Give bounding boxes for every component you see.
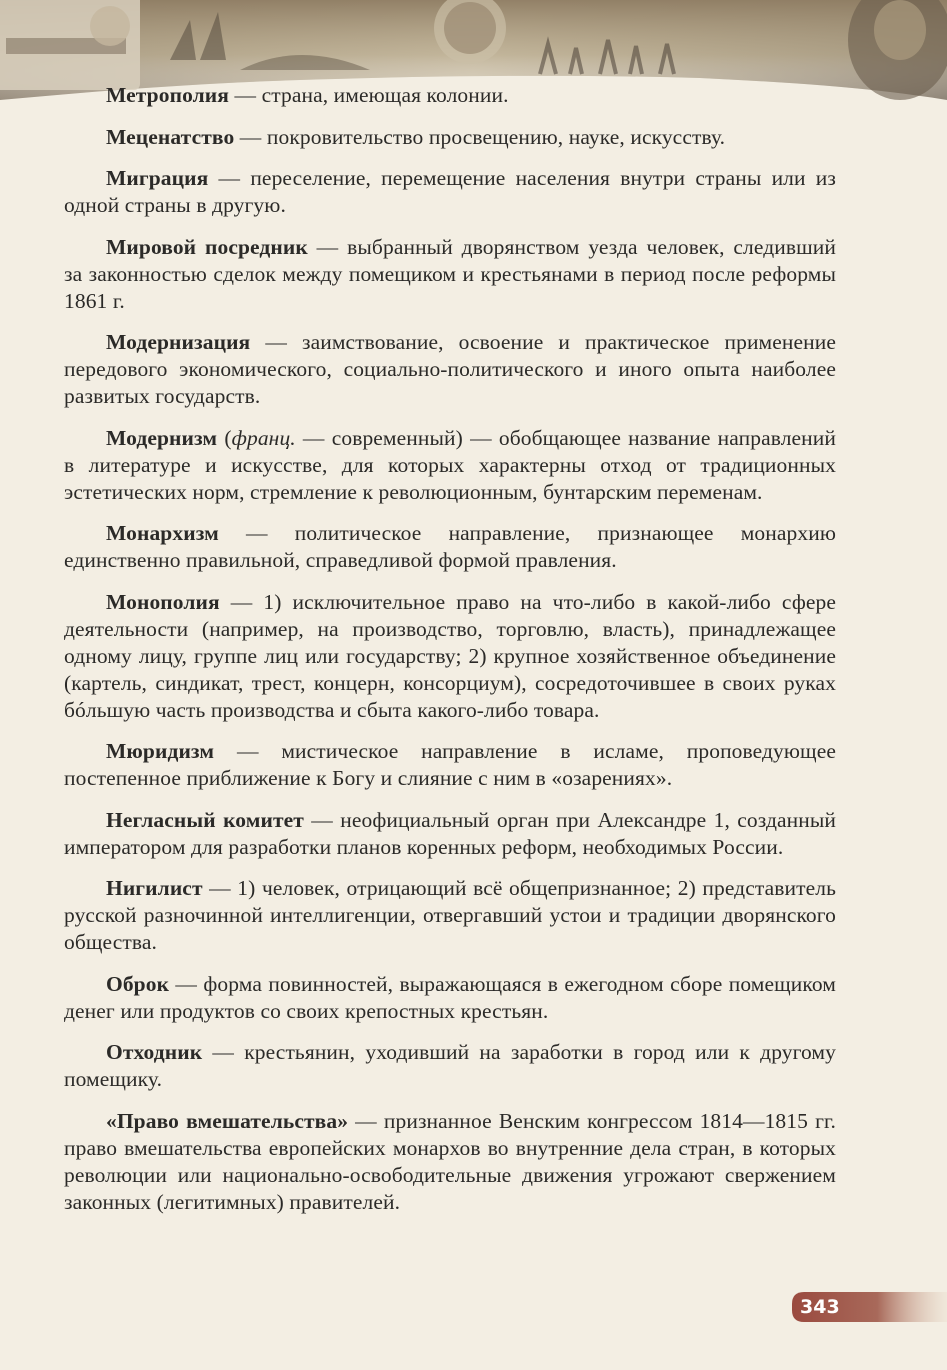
- glossary-entry: [64, 971, 836, 1025]
- glossary-definition: — неофициальный орган при Александре 1, созданный императором для разработки планов коренных реформ, необходимых России.: [64, 807, 837, 859]
- definition-prefix: (: [217, 425, 232, 450]
- glossary-definition: — признанное Венским конгрессом 1814—1815 гг. право вмешательства европейских монархов во внутренние дела стран, в которых революции или национально-освободительные движения угрожают свержением законных (легитимных) правителей.: [64, 1108, 836, 1214]
- glossary-term: «Право вмешательства»: [106, 1108, 349, 1133]
- glossary-term: Мюридизм: [106, 739, 215, 763]
- glossary-term: Оброк: [106, 971, 170, 996]
- glossary-entry: [64, 1108, 836, 1216]
- glossary-definition: — современный) — обобщающее название направлений в литературе и искусстве, для которых характерны отход от традиционных эстетических норм, стремление к революционным, бунтарским переменам.: [64, 425, 836, 504]
- glossary-definition: — страна, имеющая колонии.: [229, 83, 509, 107]
- glossary-definition: — политическое направление, признающее монархию единственно правильной, справедливой формой правления.: [64, 521, 836, 572]
- glossary-entry: [64, 589, 836, 724]
- glossary-entry: [64, 82, 836, 109]
- glossary-term: Негласный комитет: [106, 807, 304, 832]
- glossary-term: Меценатство: [106, 124, 235, 149]
- glossary-term: Монархизм: [106, 521, 219, 545]
- glossary-entry: [64, 807, 836, 861]
- glossary-entry: [64, 425, 836, 506]
- glossary-term: Нигилист: [106, 876, 203, 900]
- glossary-term: Метрополия: [106, 83, 230, 107]
- glossary-definition: — форма повинностей, выражающаяся в ежегодном сборе помещиком денег или продуктов со своих крепостных крестьян.: [64, 971, 836, 1023]
- glossary-definition: — покровительство просвещению, науке, искусству.: [234, 124, 726, 149]
- glossary-term: Модернизм: [106, 425, 218, 450]
- glossary-term: Модернизация: [106, 330, 251, 354]
- glossary-entry: [64, 520, 836, 574]
- glossary-term: Миграция: [106, 166, 209, 190]
- glossary-entry: [64, 329, 836, 410]
- page-number: 343: [800, 1296, 840, 1318]
- glossary-content: [64, 82, 836, 1230]
- glossary-term: Мировой посредник: [106, 234, 308, 259]
- glossary-entry: [64, 1039, 836, 1093]
- glossary-entry: [64, 875, 836, 956]
- glossary-definition: — переселение, перемещение населения внутри страны или из одной страны в другую.: [64, 166, 836, 217]
- glossary-definition: — мистическое направление в исламе, проповедующее постепенное приближение к Богу и слияние с ним в «озарениях».: [64, 739, 836, 790]
- language-abbreviation: франц.: [231, 425, 296, 450]
- glossary-entry: [64, 234, 836, 315]
- glossary-entry: [64, 124, 836, 151]
- glossary-term: Отходник: [106, 1040, 203, 1064]
- glossary-definition: — 1) исключительное право на что-либо в какой-либо сфере деятельности (например, на производство, торговлю, власть), принадлежащее одному лицу, группе лиц или государству; 2) крупное хозяйственное объединение (картель, синдикат, трест, концерн, консорциум), сосредоточившее в своих руках бóльшую часть производства и сбыта какого-либо товара.: [64, 589, 836, 722]
- glossary-entry: [64, 165, 836, 219]
- glossary-definition: — 1) человек, отрицающий всё общепризнанное; 2) представитель русской разночинной интеллигенции, отвергавший устои и традиции дворянского общества.: [64, 876, 836, 954]
- glossary-definition: — крестьянин, уходивший на заработки в город или к другому помещику.: [64, 1040, 836, 1091]
- glossary-term: Монополия: [106, 589, 220, 614]
- glossary-entry: [64, 738, 836, 792]
- glossary-definition: — заимствование, освоение и практическое применение передового экономического, социально-политического и иного опыта наиболее развитых государств.: [64, 330, 836, 408]
- glossary-definition: — выбранный дворянством уезда человек, следивший за законностью сделок между помещиком и крестьянами в период после реформы 1861 г.: [64, 234, 836, 313]
